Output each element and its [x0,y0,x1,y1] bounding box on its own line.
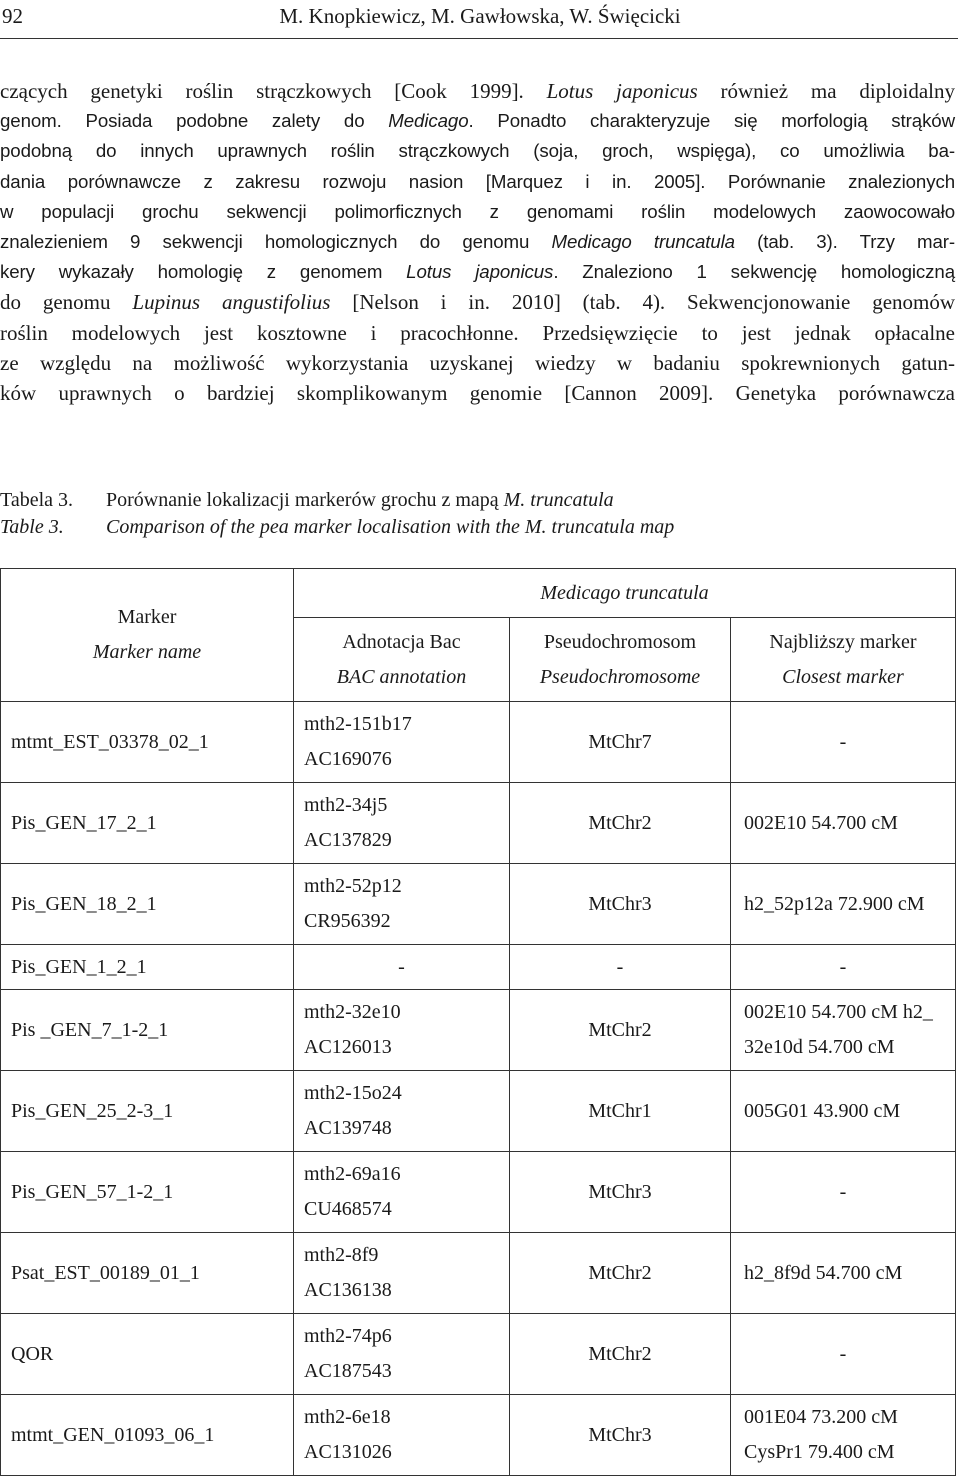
header-group-medicago: Medicago truncatula [294,569,956,618]
cell-bac: - [294,945,510,990]
cell-closest-marker: h2_8f9d 54.700 cM [731,1233,956,1314]
table-row [1,702,956,783]
caption-label-pl: Tabela 3. [0,489,74,511]
table-row [1,1314,956,1395]
cell-bac: mth2-34j5 AC137829 [294,783,510,864]
table-row [1,945,956,990]
cell-bac: mth2-15o24 AC139748 [294,1071,510,1152]
cell-closest-marker: h2_52p12a 72.900 cM [731,864,956,945]
table-row [1,990,956,1071]
body-paragraph [0,76,955,408]
cell-pseudochromosome: - [510,945,731,990]
cell-bac: mth2-8f9 AC136138 [294,1233,510,1314]
body-line: roślin modelowych jest kosztowne i pracochłonne. Przedsięwzięcie to jest jednak opłacalne [0,320,955,345]
table-caption [0,487,674,541]
cell-closest-marker: 001E04 73.200 cM CysPr1 79.400 cM [731,1395,956,1476]
running-head-authors: M. Knopkiewicz, M. Gawłowska, W. Święcicki [279,4,681,28]
cell-marker: Pis_GEN_18_2_1 [1,864,294,945]
cell-closest-marker: - [731,1314,956,1395]
body-line: do genomu Lupinus angustifolius [Nelson i in. 2010] (tab. 4). Sekwencjonowanie genomów [0,290,956,315]
table-row [1,1233,956,1314]
cell-closest-marker: 002E10 54.700 cM h2_ 32e10d 54.700 cM [731,990,956,1071]
caption-label-en: Table 3. [0,516,64,538]
table-row [1,1395,956,1476]
cell-pseudochromosome: MtChr3 [510,1395,731,1476]
cell-bac: mth2-69a16 CU468574 [294,1152,510,1233]
cell-marker: Pis_GEN_17_2_1 [1,783,294,864]
cell-bac: mth2-32e10 AC126013 [294,990,510,1071]
body-line: podobną do innych uprawnych roślin strączkowych (soja, groch, wspięga), co umożliwia ba- [0,140,955,162]
page-number: 92 [2,4,23,28]
cell-pseudochromosome: MtChr2 [510,783,731,864]
body-line: ków uprawnych o bardziej skomplikowanym genomie [Cannon 2009]. Genetyka porównawcza [0,381,955,406]
cell-marker: Pis_GEN_25_2-3_1 [1,1071,294,1152]
cell-closest-marker: - [731,702,956,783]
cell-pseudochromosome: MtChr3 [510,864,731,945]
cell-closest-marker: - [731,945,956,990]
cell-marker: Pis_GEN_57_1-2_1 [1,1152,294,1233]
body-line: w populacji grochu sekwencji polimorficznych z genomami roślin modelowych zaowocowało [0,200,955,222]
table-body [1,702,956,1476]
cell-pseudochromosome: MtChr3 [510,1152,731,1233]
table-row [1,864,956,945]
body-line: genom. Posiada podobne zalety do Medicago. Ponadto charakteryzuje się morfologią strąków [0,110,955,132]
cell-bac: mth2-151b17 AC169076 [294,702,510,783]
cell-pseudochromosome: MtChr2 [510,990,731,1071]
body-line: kery wykazały homologię z genomem Lotus japonicus. Znaleziono 1 sekwencję homologiczną [0,261,955,283]
cell-marker: Pis _GEN_7_1-2_1 [1,990,294,1071]
table-row [1,1152,956,1233]
cell-closest-marker: 005G01 43.900 cM [731,1071,956,1152]
cell-marker: QOR [1,1314,294,1395]
header-marker: Marker Marker name [1,569,294,702]
header-divider [0,38,958,39]
cell-pseudochromosome: MtChr2 [510,1233,731,1314]
cell-pseudochromosome: MtChr2 [510,1314,731,1395]
cell-closest-marker: 002E10 54.700 cM [731,783,956,864]
table-row [1,783,956,864]
body-line: czących genetyki roślin strączkowych [Cook 1999]. Lotus japonicus również ma diploidalny [0,79,955,103]
header-pseudochromosome: Pseudochromosom Pseudochromosome [510,618,731,702]
cell-marker: mtmt_GEN_01093_06_1 [1,1395,294,1476]
body-line: dania porównawcze z zakresu rozwoju nasion [Marquez i in. 2005]. Porównanie znalezionych [0,170,955,192]
header-closest-marker: Najbliższy marker Closest marker [731,618,956,702]
cell-marker: Pis_GEN_1_2_1 [1,945,294,990]
marker-comparison-table [0,568,956,1476]
cell-bac: mth2-6e18 AC131026 [294,1395,510,1476]
cell-pseudochromosome: MtChr1 [510,1071,731,1152]
cell-marker: mtmt_EST_03378_02_1 [1,702,294,783]
cell-bac: mth2-52p12 CR956392 [294,864,510,945]
cell-pseudochromosome: MtChr7 [510,702,731,783]
body-line: znalezieniem 9 sekwencji homologicznych do genomu Medicago truncatula (tab. 3). Trzy mar- [0,231,955,253]
cell-bac: mth2-74p6 AC187543 [294,1314,510,1395]
body-line: ze względu na możliwość wykorzystania uzyskanej wiedzy w badaniu spokrewnionych gatun- [0,350,955,375]
caption-text-en: Comparison of the pea marker localisation with the M. truncatula map [106,516,675,538]
caption-text-pl: Porównanie lokalizacji markerów grochu z mapą M. truncatula [106,489,614,511]
table-group-header-row [1,569,956,618]
table-row [1,1071,956,1152]
cell-marker: Psat_EST_00189_01_1 [1,1233,294,1314]
cell-closest-marker: - [731,1152,956,1233]
running-header [0,0,960,40]
header-bac: Adnotacja Bac BAC annotation [294,618,510,702]
